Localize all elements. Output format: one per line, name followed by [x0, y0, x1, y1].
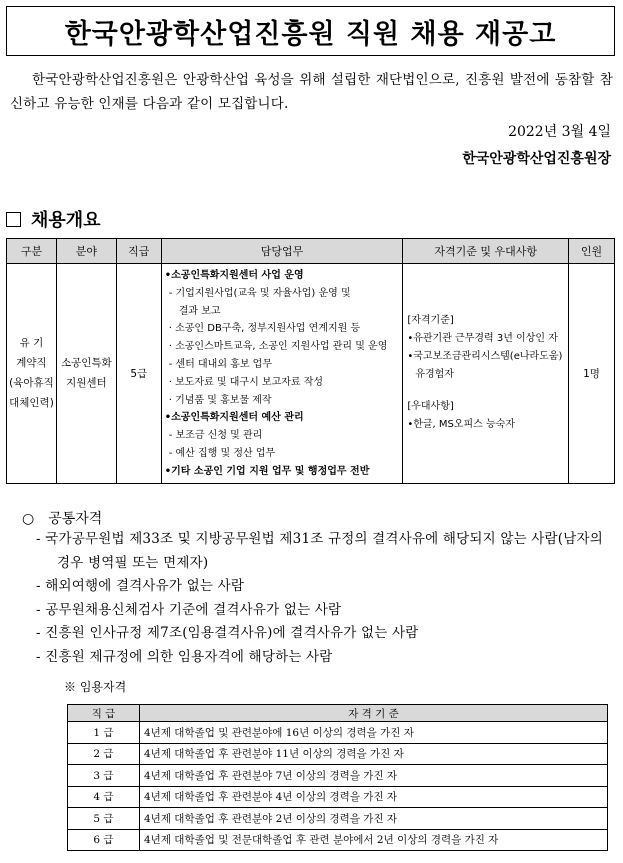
- grade-cell: 6 급: [68, 829, 140, 851]
- requirements-title: [자격기준]: [407, 315, 454, 327]
- common-qualifications-list: [36, 528, 614, 670]
- list-item: - 공무원채용신체검사 기준에 결격사유가 없는 사람: [36, 601, 342, 618]
- duty-line: •소공인특화지원센터 사업 운영: [164, 270, 304, 281]
- header-cell: 담당업무: [161, 239, 403, 264]
- duty-line: - 보조금 신청 및 관리: [168, 430, 263, 442]
- duty-line: - 기업지원사업(교육 및 자율사업) 운영 및: [168, 287, 351, 299]
- appointment-qualification-note: ※ 임용자격: [64, 680, 127, 694]
- table-row: [7, 264, 615, 484]
- grade-criteria-table: [67, 704, 608, 851]
- criteria-cell: 4년제 대학졸업 후 관련분야 2년 이상의 경력을 가진 자: [140, 808, 608, 830]
- header-cell: 직급: [116, 239, 161, 264]
- criteria-cell: 4년제 대학졸업 후 관련분야 4년 이상의 경력을 가진 자: [140, 786, 608, 808]
- duty-line: · 기념품 및 홍보물 제작: [168, 394, 272, 406]
- header-cell: 직 급: [68, 705, 140, 722]
- requirement-item: 유경험자: [415, 369, 454, 381]
- duty-line: · 소공인 DB구축, 정부지원사업 연계지원 등: [168, 323, 361, 335]
- criteria-cell: 4년제 대학졸업 후 관련분야 11년 이상의 경력을 가진 자: [140, 743, 608, 765]
- preferences-title: [우대사항]: [407, 401, 454, 413]
- section-title: 채용개요: [31, 210, 101, 231]
- circle-bullet-icon: ○: [22, 511, 35, 527]
- field-line: 지원센터: [66, 377, 107, 390]
- grade-cell: 5 급: [68, 808, 140, 830]
- announcement-date: 2022년 3월 4일: [508, 124, 611, 140]
- list-item: - 진흥원 인사규정 제7조(임용결격사유)에 결격사유가 없는 사람: [36, 625, 419, 642]
- duty-line: · 소공인스마트교육, 소공인 지원사업 관리 및 운영: [168, 341, 388, 353]
- header-cell: 구분: [7, 239, 57, 264]
- intro-paragraph: 한국안광학산업진흥원은 안광학산업 육성을 위해 설립한 재단법인으로, 진흥원 발전에 동참할 참신하고 유능한 인재를 다음과 같이 모집합니다.: [10, 72, 613, 112]
- table-row: [68, 722, 608, 744]
- list-item: - 해외여행에 결격사유가 없는 사람: [36, 578, 245, 595]
- field-line: 소공인특화: [61, 357, 112, 370]
- common-title: 공통자격: [48, 511, 103, 527]
- category-line: 대체인력): [9, 397, 54, 410]
- duty-line: •소공인특화지원센터 예산 관리: [164, 412, 304, 424]
- table-header-row: [68, 705, 608, 722]
- recruitment-table: [6, 238, 615, 484]
- field-cell: [56, 264, 116, 484]
- table-row: [68, 765, 608, 787]
- grade-cell: 2 급: [68, 743, 140, 765]
- common-qualifications-heading: [22, 508, 102, 528]
- table-row: [68, 829, 608, 851]
- table-row: [68, 743, 608, 765]
- grade-cell: 4 급: [68, 786, 140, 808]
- category-line: 유 기: [19, 337, 44, 350]
- criteria-cell: 4년제 대학졸업 및 전문대학졸업 후 관련 분야에서 2년 이상의 경력을 가진 자: [140, 829, 608, 851]
- page-title: 한국안광학산업진흥원 직원 채용 재공고: [64, 18, 557, 50]
- duty-line: - 예산 집행 및 정산 업무: [168, 447, 276, 459]
- org-signature: 한국안광학산업진흥원장: [462, 151, 611, 167]
- headcount-cell: 1명: [569, 264, 615, 484]
- criteria-cell: 4년제 대학졸업 및 관련분야에 16년 이상의 경력을 가진 자: [140, 722, 608, 744]
- category-line: 계약직: [16, 357, 47, 370]
- table-header-row: [7, 239, 615, 264]
- grade-cell: 5급: [116, 264, 161, 484]
- duties-cell: [161, 264, 403, 484]
- header-cell: 자격기준 및 우대사항: [403, 239, 569, 264]
- category-cell: [7, 264, 57, 484]
- criteria-cell: 4년제 대학졸업 후 관련분야 7년 이상의 경력을 가진 자: [140, 765, 608, 787]
- section-heading: [6, 206, 101, 232]
- preference-item: •한글, MS오피스 능숙자: [407, 419, 516, 431]
- header-cell: 분야: [56, 239, 116, 264]
- list-item: - 진흥원 제규정에 의한 임용자격에 해당하는 사람: [36, 648, 333, 665]
- grade-cell: 1 급: [68, 722, 140, 744]
- duty-line: 결과 보고: [178, 305, 221, 317]
- category-line: (육아휴직: [9, 377, 54, 390]
- grade-cell: 3 급: [68, 765, 140, 787]
- square-bullet-icon: [6, 212, 21, 227]
- duty-line: •기타 소공인 기업 지원 업무 및 행정업무 전반: [164, 465, 370, 477]
- title-box: [6, 6, 615, 56]
- header-cell: 인원: [569, 239, 615, 264]
- list-item: - 국가공무원법 제33조 및 지방공무원법 제31조 규정의 결격사유에 해당되지 않는 사람(남자의 경우 병역필 또는 면제자): [36, 531, 603, 571]
- qualifications-cell: [403, 264, 569, 484]
- requirement-item: •국고보조금관리시스템(e나라도움): [407, 351, 563, 363]
- duty-line: · 보도자료 및 대구시 보고자료 작성: [168, 376, 324, 388]
- requirement-item: •유관기관 근무경력 3년 이상인 자: [407, 333, 558, 345]
- header-cell: 자 격 기 준: [140, 705, 608, 722]
- table-row: [68, 786, 608, 808]
- table-row: [68, 808, 608, 830]
- duty-line: - 센터 대내외 홍보 업무: [168, 358, 272, 370]
